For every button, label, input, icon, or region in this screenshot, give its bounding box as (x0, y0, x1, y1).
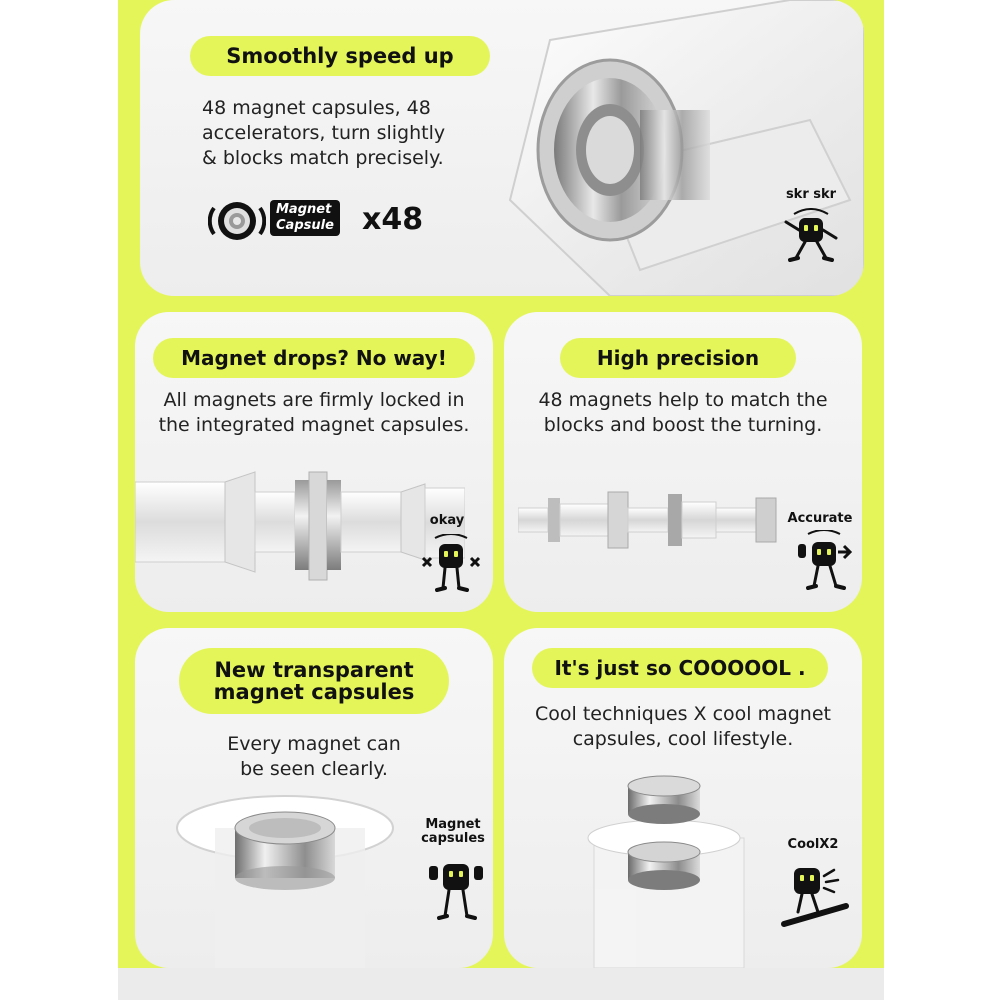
badge-label (270, 200, 340, 236)
magnet-capsule-badge (208, 196, 468, 246)
mascot-tag: skr skr (785, 187, 837, 202)
badge-line2: Capsule (276, 218, 334, 233)
panel-cool (504, 628, 862, 968)
mascot-icon (794, 530, 856, 598)
panel-magnet-drops (135, 312, 493, 612)
bottom-strip (118, 968, 884, 1000)
mascot-icon (425, 856, 487, 928)
mascot-tag-line1: Magnet (425, 817, 481, 832)
mascot-tag (415, 818, 491, 846)
axle-render (518, 484, 786, 556)
product-feature-sheet (118, 0, 884, 1000)
panel-title: Smoothly speed up (190, 36, 490, 76)
panel-description: Cool techniques X cool magnet capsules, cool lifestyle. (535, 703, 831, 750)
stacked-magnets-render (584, 768, 784, 968)
badge-line1: Magnet (276, 202, 332, 217)
panel-title: It's just so COOOOOL . (532, 648, 828, 688)
panel-description: Every magnet can be seen clearly. (227, 733, 401, 780)
capsule-render (175, 788, 405, 968)
panel-description: 48 magnets help to match the blocks and boost the turning. (538, 389, 828, 436)
mascot-icon (780, 208, 842, 268)
panel-title: High precision (560, 338, 796, 378)
mascot-icon (780, 862, 852, 934)
badge-count: x48 (362, 202, 424, 237)
panel-description: 48 magnet capsules, 48 accelerators, turn slightly & blocks match precisely. (202, 97, 446, 169)
panel-transparent-capsules (135, 628, 493, 968)
mascot-icon (419, 534, 483, 600)
panel-title: Magnet drops? No way! (153, 338, 475, 378)
magnet-capsule-icon (208, 198, 266, 244)
panel-title-line2: magnet capsules (213, 680, 415, 704)
panel-smooth-speed (140, 0, 864, 296)
axle-render (135, 462, 465, 612)
panel-description: All magnets are firmly locked in the integrated magnet capsules. (158, 389, 470, 436)
panel-title (179, 648, 449, 714)
panel-title-line1: New transparent (214, 657, 414, 682)
mascot-tag: CoolX2 (787, 837, 839, 852)
panel-high-precision (504, 312, 862, 612)
mascot-tag: okay (429, 513, 465, 528)
mascot-tag-line2: capsules (421, 831, 485, 846)
mascot-tag: Accurate (787, 511, 853, 526)
